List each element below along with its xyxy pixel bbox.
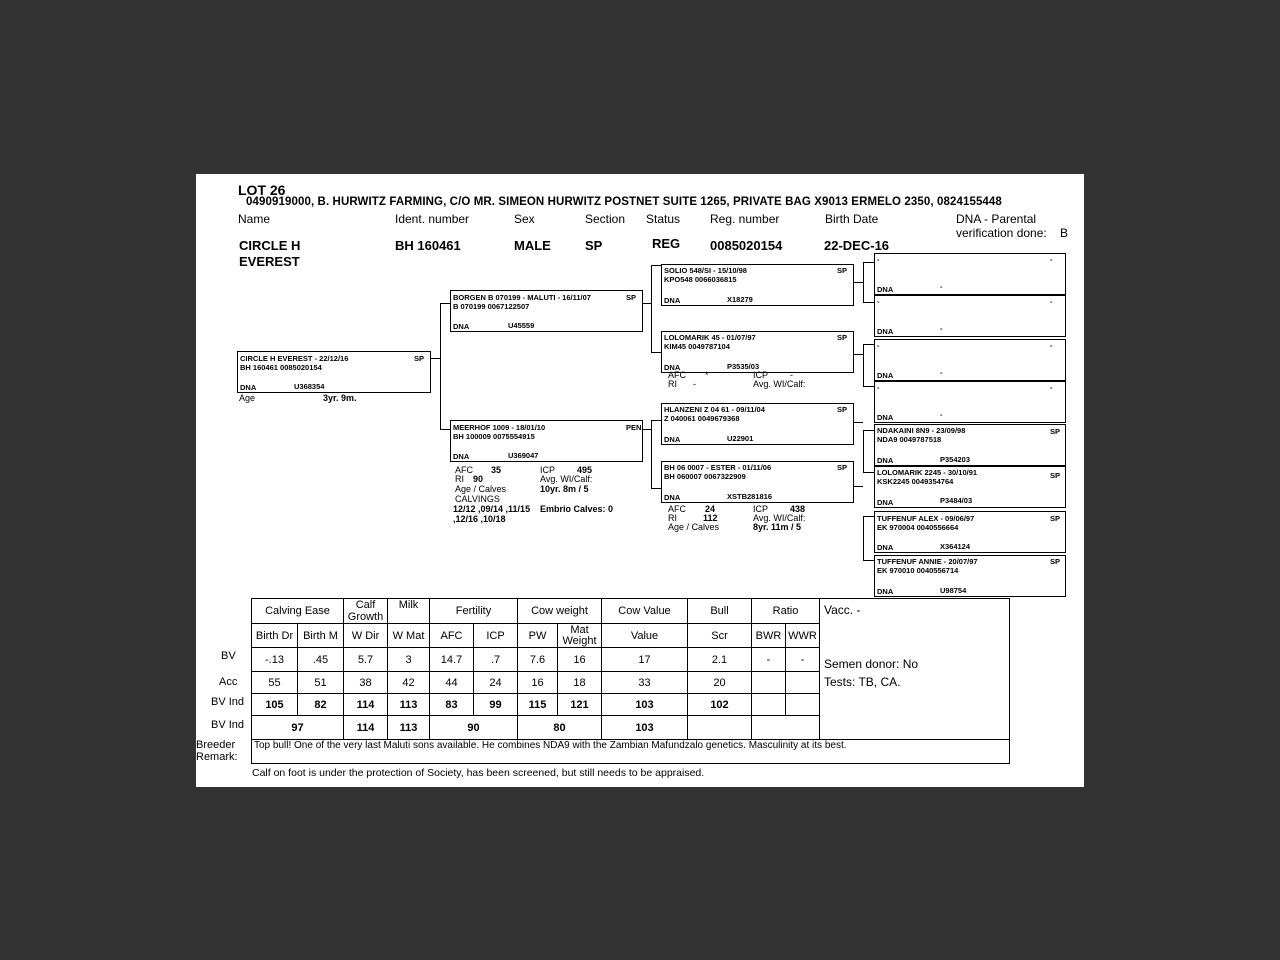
animal-sex: MALE xyxy=(514,238,551,253)
table-row-acc: 55 51 38 42 44 24 16 18 33 20 xyxy=(252,672,1010,694)
header-dna-verification: verification done: xyxy=(956,226,1047,240)
gen3-box-4: - - DNA - xyxy=(874,381,1066,423)
gen3-box-7: TUFFENUF ALEX - 09/06/97 SP EK 970004 0040556664 DNA X364124 xyxy=(874,511,1066,553)
animal-birth: 22-DEC-16 xyxy=(824,238,890,253)
sire-sire-box: SOLIO 548/SI - 15/10/98 SP KPO548 0066036815 DNA X18279 xyxy=(661,264,854,306)
gen3-box-5: NDAKAINI 8N9 - 23/09/98 SP NDA9 0049787518 DNA P354203 xyxy=(874,424,1066,466)
age-value: 3yr. 9m. xyxy=(323,393,357,403)
breeding-values-table: Calving Ease Calf Growth Milk Fertility Cow weight Cow Value Bull Ratio Vacc. - Semen donor: No Tests: TB, CA. Birth Dr Birth M W Dir W Mat AFC ICP PW Mat Weight Value Scr BWR WWR -.13 .45 5.7 3 14.7 .7 7.6 16 17 2.1 - - 55 51 38 42 44 24 16 18 33 20 105 82 114 113 83 99 115 121 103 102 97 114 113 90 80 103 Top bull! One of the very last Maluti sons available. He combines NDA9 with the Zambian Mafundzalo genetics. Masculinity at its best. xyxy=(251,598,1010,764)
sire-dam-box: LOLOMARIK 45 - 01/07/97 SP KIM45 0049787104 DNA P3535/03 xyxy=(661,331,854,373)
animal-ident: BH 160461 xyxy=(395,238,461,253)
dna-verification-value: B xyxy=(1060,226,1069,240)
table-row-bv: -.13 .45 5.7 3 14.7 .7 7.6 16 17 2.1 - - xyxy=(252,648,1010,672)
gen3-box-1: - - DNA - xyxy=(874,253,1066,295)
animal-status: REG xyxy=(652,236,681,251)
row-label-bv: BV xyxy=(221,650,236,662)
pedigree-page: LOT 26 0490919000, B. HURWITZ FARMING, C/O MR. SIMEON HURWITZ POSTNET SUITE 1265, PRIVATE BAG X9013 ERMELO 2350, 0824155448 Name Ident. number Sex Section Status Reg. number Birth Date DNA - Parental verification done: B CIRCLE H EVEREST BH 160461 MALE SP REG 0085020154 22-DEC-16 CIRCLE H EVEREST - 22/12/16 SP BH 160461 0085020154 DNA U368354 Age 3yr. 9m. BORGEN B 070199 - MALUTI - 16/11/07 SP B 070199 0067122507 DNA U45559 MEERHOF 1009 - 18/01/10 PEN BH 100009 0075554915 DNA U369047 AFC 35 ICP 495 RI 90 Avg. WI/Calf: Age / Calves 10yr. 8m / 5 CALVINGS 12/12 ,09/14 ,11/15 ,12/16 ,10/18 Embrio Calves: 0 SOLIO 548/SI - 15/10/98 SP KPO548 0066036815 DNA X18279 LOLOMARIK 45 - 01/07/97 SP KIM45 0049787104 DNA P3535/03 AFC * ICP - RI - Avg. WI/Calf: HLANZENI Z 04 61 - 09/11/04 SP Z 040061 0049679368 DNA U22901 BH 06 0007 - ESTER - 01/11/06 SP BH 060007 0067322909 DNA XSTB281816 AFC 24 ICP 438 RI 112 Avg. WI/Calf: Age / Calves 8yr. 11m / 5 - - DNA - - - DNA - - - DNA - - - DNA - NDAKAINI 8N9 - 23/09/98 SP NDA9 0049787518 DNA P354203 LOLOMARIK 2245 - 30/10/91 SP KSK2245 0049354764 DNA P3484/03 TUFFENUF ALEX - 09/06/97 SP EK 970004 0040556664 DNA X364124 TUFFENUF ANNIE - 20/07/97 SP EK 970010 0040556714 DNA U98754 BV Acc BV Ind BV Ind Calving Ease Calf Growth Milk Fertility Cow weight Cow Value Bull Ratio Vacc. - Semen donor: No Tests: TB, CA. Birth Dr Birth M W Dir W Mat AFC ICP PW Mat Weight Value Scr BWR WWR -.13 .45 5.7 3 14.7 .7 7.6 16 17 2.1 - - 55 51 38 42 44 24 16 18 33 20 105 82 114 113 83 99 115 121 103 102 97 114 113 90 80 103 Top bull! One of the very last Maluti sons available. He combines NDA9 with the Zambian Mafundzalo genetics. Masculinity at its best. Breeder Remark: Calf on foot is under the protection of Society, has been screened, but still needs to be appraised. xyxy=(196,174,1084,787)
gen3-box-2: - - DNA - xyxy=(874,295,1066,337)
table-row-bv-ind-2: 97 114 113 90 80 103 xyxy=(252,716,1010,740)
animal-name-line2: EVEREST xyxy=(239,254,300,269)
remark-row: Top bull! One of the very last Maluti sons available. He combines NDA9 with the Zambian Mafundzalo genetics. Masculinity at its best. xyxy=(252,740,1010,764)
header-sex: Sex xyxy=(514,212,535,226)
animal-reg: 0085020154 xyxy=(710,238,783,253)
header-name: Name xyxy=(238,212,271,226)
header-birth: Birth Date xyxy=(825,212,879,226)
row-label-bv-ind: BV Ind xyxy=(211,696,245,708)
header-status: Status xyxy=(646,212,681,226)
header-dna: DNA - Parental xyxy=(956,212,1037,226)
remark-label: Breeder Remark: xyxy=(196,739,238,763)
header-section: Section xyxy=(585,212,626,226)
footnote: Calf on foot is under the protection of Society, has been screened, but still needs to be appraised. xyxy=(252,767,705,779)
dam-dam-box: BH 06 0007 - ESTER - 01/11/06 SP BH 060007 0067322909 DNA XSTB281816 xyxy=(661,461,854,503)
age-label: Age xyxy=(239,393,256,403)
vacc-cell: Vacc. - Semen donor: No Tests: TB, CA. xyxy=(820,599,1010,740)
animal-section: SP xyxy=(585,238,603,253)
table-row-bv-ind: 105 82 114 113 83 99 115 121 103 102 xyxy=(252,694,1010,716)
header-ident: Ident. number xyxy=(395,212,470,226)
gen3-box-3: - - DNA - xyxy=(874,339,1066,381)
row-label-bv-ind-2: BV Ind xyxy=(211,719,245,731)
animal-name-line1: CIRCLE H xyxy=(239,238,301,253)
dam-sire-box: HLANZENI Z 04 61 - 09/11/04 SP Z 040061 0049679368 DNA U22901 xyxy=(661,403,854,445)
owner-info: 0490919000, B. HURWITZ FARMING, C/O MR. SIMEON HURWITZ POSTNET SUITE 1265, PRIVATE BAG X9013 ERMELO 2350, 0824155448 xyxy=(246,196,1002,208)
lot-number: LOT 26 xyxy=(238,182,286,198)
header-reg: Reg. number xyxy=(710,212,780,226)
row-label-acc: Acc xyxy=(219,676,238,688)
subject-box: CIRCLE H EVEREST - 22/12/16 SP BH 160461 0085020154 DNA U368354 xyxy=(237,351,431,393)
sire-box: BORGEN B 070199 - MALUTI - 16/11/07 SP B 070199 0067122507 DNA U45559 xyxy=(450,290,643,332)
gen3-box-8: TUFFENUF ANNIE - 20/07/97 SP EK 970010 0040556714 DNA U98754 xyxy=(874,555,1066,597)
gen3-box-6: LOLOMARIK 2245 - 30/10/91 SP KSK2245 0049354764 DNA P3484/03 xyxy=(874,466,1066,508)
dam-box: MEERHOF 1009 - 18/01/10 PEN BH 100009 0075554915 DNA U369047 xyxy=(450,420,643,462)
